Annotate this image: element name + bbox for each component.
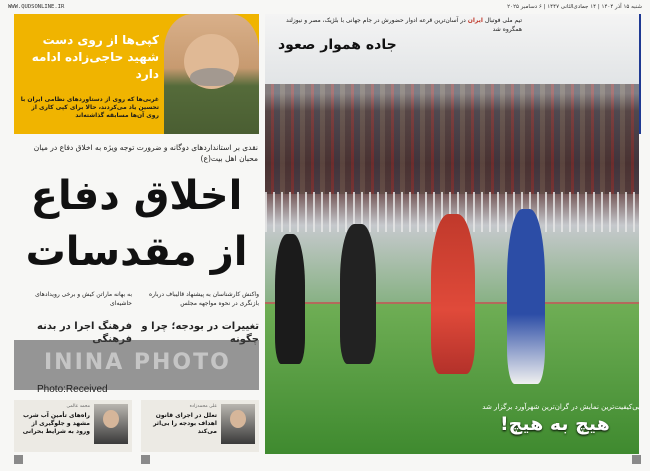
lead-highlight: ایران: [467, 17, 483, 24]
culture-column-kicker: به بهانه ماراتن کیش و برخی رویدادهای حاشیه‌ای: [35, 291, 132, 307]
website-url[interactable]: WWW.QUDSONLINE.IR: [8, 4, 65, 10]
page-marker: [632, 455, 641, 464]
author-photo: [221, 404, 255, 444]
lead-text-start: تیم ملی فوتبال: [484, 17, 522, 24]
photo-agency-watermark: [14, 340, 259, 390]
budget-column-headline: تغییرات در بودجه؛ چرا و: [141, 321, 259, 332]
world-cup-lead[interactable]: [282, 16, 522, 34]
lead-text-end: در آسان‌ترین قرعه ادوار حضورش در جام جهانی با بلژیک، مصر و نیوزلند همگروه شد: [286, 17, 522, 33]
main-headline-line-1: اخلاق دفاع: [30, 173, 243, 219]
author-article-title: تعلل در اجرای قانون اهداف بودجه را بی‌اثر می‌کند: [153, 412, 217, 435]
main-headline[interactable]: [14, 168, 259, 280]
stadium-crowd: [265, 84, 639, 194]
author-box-right[interactable]: [141, 400, 259, 452]
yellow-box-dek: غربی‌ها که روی از دستاوردهای نظامی ایران با تحسین یاد می‌کردند، حالا برای کپی کاری از روی آن‌ها مسابقه گذاشته‌اند: [20, 96, 159, 119]
coach-figure: [340, 224, 376, 364]
blue-team-player: [507, 209, 545, 384]
main-story-kicker: نقدی بر استانداردهای دوگانه و ضرورت توجه ویژه به اخلاق دفاع در میان محبان اهل بیت(ع): [33, 143, 258, 163]
culture-column[interactable]: [14, 290, 132, 346]
top-info-strip: [8, 2, 642, 14]
yellow-feature-box[interactable]: [14, 14, 259, 134]
referee-figure: [275, 234, 305, 364]
photo-credit: Photo:Received: [37, 384, 108, 395]
author-photo: [94, 404, 128, 444]
football-match-photo: [265, 14, 639, 454]
author-article-title: راه‌های تأمین آب شرب مشهد و جلوگیری از ورود به شرایط بحرانی: [22, 412, 90, 435]
culture-column-headline: فرهنگ اجرا در بدنه: [37, 321, 132, 332]
commander-portrait: [164, 14, 259, 134]
author-box-left[interactable]: [14, 400, 132, 452]
main-headline-line-2: از مقدسات: [25, 229, 248, 275]
author-name: محمد عالمی: [66, 404, 90, 409]
page-marker: [141, 455, 150, 464]
budget-column[interactable]: [141, 290, 259, 346]
budget-column-kicker: واکنش کارشناسان به پیشنهاد قالیباف درباره بازنگری در نحوه مواجهه مجلس: [148, 291, 259, 307]
world-cup-headline[interactable]: جاده هموار صعود: [278, 37, 397, 53]
issue-date: شنبه ۱۵ آذر ۱۴۰۴ | ۱۴ جمادی‌الثانی ۱۴۴۷ | ۶ دسامبر ۲۰۲۵: [507, 4, 642, 10]
yellow-box-title: کپی‌ها از روی دست شهید حاجی‌زاده ادامه دارد: [31, 33, 159, 81]
watermark-text: ININA PHOTO: [44, 350, 231, 375]
page-marker: [14, 455, 23, 464]
derby-headline[interactable]: هیچ به هیچ!: [500, 413, 610, 435]
red-team-player: [431, 214, 475, 374]
author-name: علی محمدزاده: [189, 404, 217, 409]
derby-kicker: بی‌کیفیت‌ترین نمایش در گران‌ترین شهرآورد برگزار شد: [482, 403, 640, 411]
